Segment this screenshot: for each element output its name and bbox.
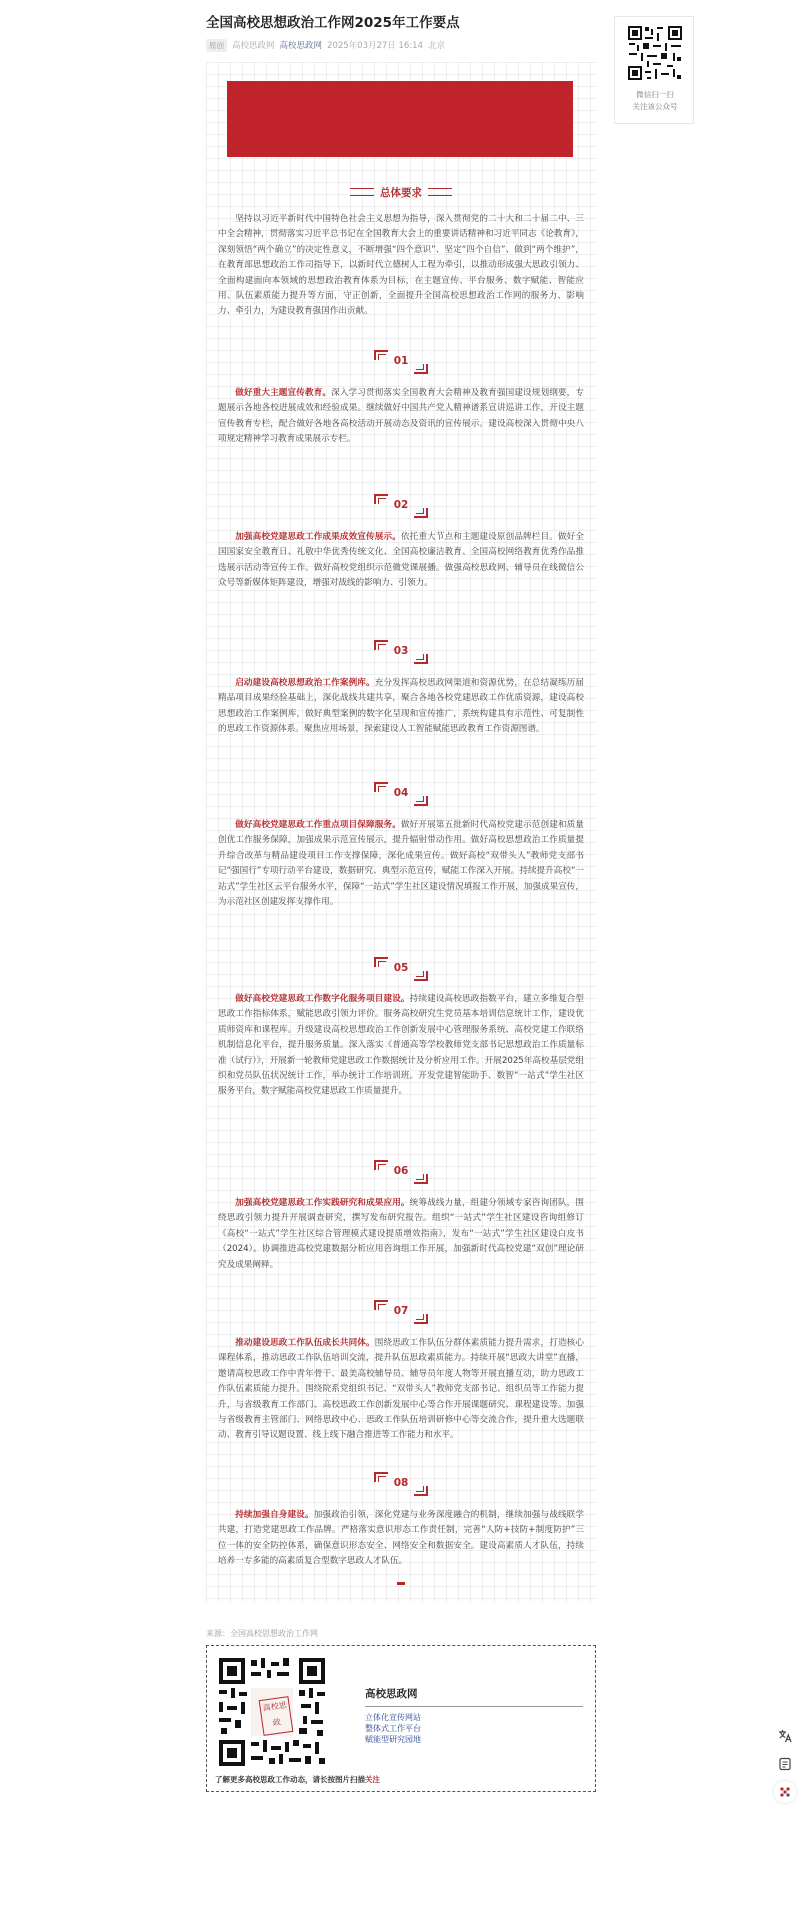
heading-deco-left — [350, 188, 374, 196]
section-number-05 — [374, 957, 428, 981]
article — [206, 0, 596, 1602]
section-paragraph-05 — [218, 992, 584, 1100]
card-tagline-item: 整体式工作平台 — [365, 1724, 421, 1733]
section-number-06 — [374, 1160, 428, 1184]
overview-heading-text: 总体要求 — [380, 186, 422, 199]
side-qr-line1: 微信扫一扫 — [636, 90, 674, 99]
section-lead: 加强高校党建思政工作成果成效宣传展示。 — [235, 532, 401, 542]
section-text: 深入学习贯彻落实全国教育大会精神及教育强国建设规划纲要，专题展示各地各校进展成效和经验成果。继续做好中国共产党人精神谱系宣讲巡讲工作，开设主题宣传教育专栏，配合做好各地各高校活动开展动态及资讯的宣传展示。建设高校深入贯彻中央八项规定精神学习教育成果展示专栏。 — [218, 388, 584, 445]
overview-paragraph: 坚持以习近平新时代中国特色社会主义思想为指导，深入贯彻党的二十大和二十届二中、三中全会精神，贯彻落实习近平总书记在全国教育大会上的重要讲话精神和习近平同志《论教育》，深刻领悟“两个确立”的决定性意义，不断增强“四个意识”、坚定“四个自信”、做到“两个维护”，在教育部思想政治工作司指导下，以新时代立德树人工程为牵引，以推动形成强大思政引领力、全面构建面向本领域的思想政治教育体系为目标，在主题宣传、平台服务、数字赋能、智能应用、队伍素质能力提升等方面，守正创新，全面提升全国高校思想政治工作网的服务力、影响力、牵引力，为建设教育强国作出贡献。 — [218, 214, 584, 317]
reader-icon[interactable] — [774, 1753, 796, 1775]
section-text: 充分发挥高校思政网渠道和资源优势，在总结凝练历届精品项目成果经验基础上，深化战线共建共享，聚合各地各校党建思政工作优质资源，建设高校思想政治工作案例库，做好典型案例的数字化呈现和宣传推广，系统构建具有示范性、可复制性的思政工作资源体系。聚焦应用场景，探索建设人工智能赋能思政教育工作资源图谱。 — [218, 678, 584, 735]
section-number-02 — [374, 494, 428, 518]
translate-icon[interactable] — [774, 1725, 796, 1747]
section-number-04 — [374, 782, 428, 806]
seal-icon: 高校思政 — [259, 1696, 294, 1736]
section-number-08 — [374, 1472, 428, 1496]
card-tagline-item: 立体化宣传网站 — [365, 1713, 421, 1722]
section-lead: 做好高校党建思政工作重点项目保障服务。 — [235, 820, 401, 830]
section-paragraph-04 — [218, 818, 584, 910]
header-banner-image — [227, 81, 573, 157]
location: 北京 — [428, 41, 446, 51]
section-lead: 做好重大主题宣传教育。 — [235, 388, 332, 398]
app-icon[interactable] — [774, 1781, 796, 1803]
section-number-text: 03 — [393, 645, 409, 657]
article-content — [206, 62, 596, 1602]
overview-heading — [206, 182, 596, 202]
section-text: 做好开展第五批新时代高校党建示范创建和质量创优工作服务保障，加强成果示范宣传展示，提升辐射带动作用。做好高校思想政治工作质量提升综合改革与精品建设项目工作支撑保障，深化成果宣传。做好高校“双带头人”教师党支部书记“强国行”专项行动平台建设，数据研究、典型示范宣传，赋能工作深入开展。持续提升高校“一站式”学生社区云平台服务水平，保障“一站式”学生社区建设情况填报工作开展，加强成果宣传，为示范社区创建发挥支撑作用。 — [218, 820, 584, 908]
section-number-text: 08 — [393, 1477, 409, 1489]
side-qr-panel — [614, 16, 694, 124]
qr-code-icon — [627, 25, 683, 81]
section-number-text: 07 — [393, 1305, 409, 1317]
card-footer-text: 了解更多高校思政工作动态，请长按图片扫描 — [215, 1775, 365, 1784]
section-text: 依托重大节点和主题建设原创品牌栏目。做好全国国家安全教育日、礼敬中华优秀传统文化、全国高校廉洁教育、全国高校网络教育优秀作品推选展示活动等宣传工作。做好高校党组织示范微党课展播。做强高校思政网、辅导员在线微信公众号等新媒体矩阵建设，增强对战线的影响力、引领力。 — [218, 532, 584, 589]
heading-deco-right — [428, 188, 452, 196]
publish-time: 2025年03月27日 16:14 — [327, 41, 423, 51]
card-footer-highlight: 关注 — [365, 1775, 380, 1784]
section-paragraph-07 — [218, 1336, 584, 1444]
section-number-01 — [374, 350, 428, 374]
section-number-07 — [374, 1300, 428, 1324]
author: 高校思政网 — [232, 41, 275, 51]
section-number-text: 01 — [393, 355, 409, 367]
account-link[interactable]: 高校思政网 — [279, 41, 323, 51]
original-badge: 原创 — [206, 39, 227, 52]
section-number-text: 02 — [393, 499, 409, 511]
section-lead: 加强高校党建思政工作实践研究和成果应用。 — [235, 1198, 410, 1208]
section-text: 统筹战线力量，组建分领域专家咨询团队，围绕思政引领力提升开展调查研究，撰写发布研究报告。组织“一站式”学生社区建设咨询组修订《高校“一站式”学生社区综合管理模式建设提质增效指南》，发布“一站式”学生社区建设白皮书（2024）。协调推进高校党建数据分析应用咨询组工作开展，加强新时代高校党建“双创”理论研究及成果阐释。 — [218, 1198, 584, 1270]
card-tagline-item: 赋能型研究园地 — [365, 1735, 421, 1744]
section-paragraph-08 — [218, 1508, 584, 1570]
side-qr-caption — [615, 89, 695, 113]
article-title: 全国高校思想政治工作网2025年工作要点 — [206, 15, 460, 31]
section-lead: 做好高校党建思政工作数字化服务项目建设。 — [235, 994, 410, 1004]
section-number-text: 05 — [393, 962, 409, 974]
section-text: 围绕思政工作队伍分群体素质能力提升需求，打造核心课程体系，推动思政工作队伍培训交流，提升队伍思政素质能力。持续开展“思政大讲堂”直播，邀请高校思政工作中青年骨干、最美高校辅导员、辅导员年度人物等开展直播互动，助力思政工作队伍素质能力提升。围绕院系党组织书记、“双带头人”教师党支部书记、组织员等工作能力提升，与省级教育工作部门、高校思政工作创新发展中心等合作开展课题研究、课程建设等。加强与省级教育主管部门、网络思政中心、思政工作队伍培训研修中心等交流合作，提升重大选题联动、教育引导议题设置、线上线下融合推进等工作能力和水平。 — [218, 1338, 584, 1441]
section-number-03 — [374, 640, 428, 664]
account-name: 高校思政网 — [365, 1688, 418, 1700]
section-paragraph-03 — [218, 676, 584, 738]
floating-toolbar — [774, 1725, 796, 1809]
section-text: 持续建设高校思政指数平台，建立多维复合型思政工作指标体系，赋能思政引领力评价。服务高校研究生党员基本培训信息统计工作，建设优质师资库和课程库。升级建设高校思想政治工作创新发展中心管理服务系统、高校党建工作联络机制信息化平台，提升服务质量。深入落实《普通高等学校教师党支部书记思想政治工作质量标准（试行）》，开展新一轮教师党建思政工作数据统计及分析应用工作。开展2025年高校基层党组织和党员队伍状况统计工作，举办统计工作培训班。开发党建智能助手、数智“一站式”学生社区服务平台，数字赋能高校党建思政工作质量提升。 — [218, 994, 584, 1097]
section-lead: 推动建设思政工作队伍成长共同体。 — [235, 1338, 375, 1348]
follow-card[interactable] — [206, 1645, 596, 1792]
section-paragraph-02 — [218, 530, 584, 592]
section-paragraph-01 — [218, 386, 584, 448]
card-tagline-list — [365, 1712, 421, 1745]
section-number-text: 06 — [393, 1165, 409, 1177]
article-meta — [206, 38, 596, 52]
section-lead: 启动建设高校思想政治工作案例库。 — [235, 678, 375, 688]
card-divider — [365, 1706, 583, 1707]
section-text: 加强政治引领，深化党建与业务深度融合的机制，继续加强与战线联学共建，打造党建思政工作品牌。严格落实意识形态工作责任制，完善“人防+技防+制度防护”三位一体的安全防控体系，确保意识形态安全、网络安全和数据安全。建设高素质人才队伍，持续培养一专多能的高素质复合型数字思政人才队伍。 — [218, 1510, 584, 1567]
side-qr-line2: 关注该公众号 — [632, 102, 678, 111]
section-lead: 持续加强自身建设。 — [235, 1510, 314, 1520]
section-number-text: 04 — [393, 787, 409, 799]
section-paragraph-06 — [218, 1196, 584, 1273]
end-mark — [397, 1582, 405, 1585]
card-footer — [215, 1774, 380, 1785]
source-note: 来源：全国高校思想政治工作网 — [206, 1629, 318, 1638]
